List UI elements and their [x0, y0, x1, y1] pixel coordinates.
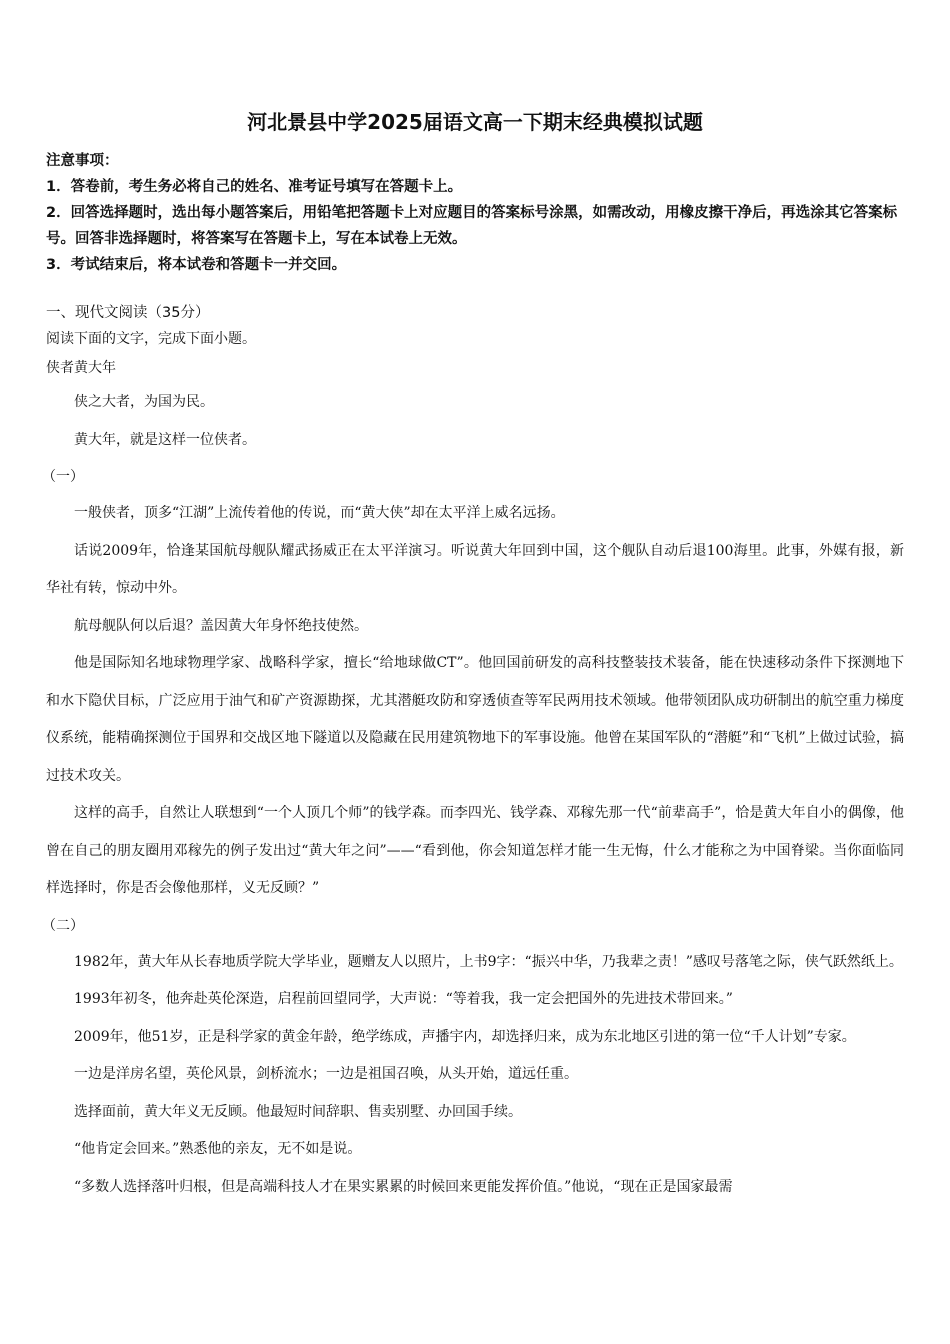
reading-instruction: 阅读下面的文字，完成下面小题。	[46, 331, 256, 347]
note-item-1: 1．答卷前，考生务必将自己的姓名、准考证号填写在答题卡上。	[46, 179, 463, 195]
part-one-paragraph: 航母舰队何以后退？盖因黄大年身怀绝技使然。	[74, 617, 368, 634]
note-item-3: 3．考试结束后，将本试卷和答题卡一并交回。	[46, 257, 347, 273]
part-one-paragraph: 他是国际知名地球物理学家、战略科学家，擅长“给地球做CT”。他回国前研发的高科技整装技术装备，能在快速移动条件下探测地下和水下隐伏目标，广泛应用于油气和矿产资源勘探，尤其潜艇攻防和穿透侦查等军民两用技术领域。他带领团队成功研制出的航空重力梯度仪系统，能精确探测位于国界和交战区地下隧道以及隐藏在民用建筑物地下的军事设施。他曾在某国军队的“潜艇”和“飞机”上做过试验，搞过技术攻关。	[46, 655, 904, 784]
article-title: 侠者黄大年	[46, 360, 116, 376]
part-one-paragraph: 话说2009年，恰逢某国航母舰队耀武扬威正在太平洋演习。听说黄大年回到中国，这个舰队自动后退100海里。此事，外媒有报，新华社有转，惊动中外。	[46, 542, 904, 596]
part-two-paragraph: 选择面前，黄大年义无反顾。他最短时间辞职、售卖别墅、办回国手续。	[74, 1103, 522, 1120]
part-two-paragraph: 1993年初冬，他奔赴英伦深造，启程前回望同学，大声说：“等着我，我一定会把国外的先进技术带回来。”	[74, 991, 733, 1007]
section-heading: 一、现代文阅读（35分）	[46, 305, 210, 321]
part-two-paragraph: “他肯定会回来。”熟悉他的亲友，无不如是说。	[74, 1141, 362, 1157]
intro-paragraph-1: 侠之大者，为国为民。	[74, 394, 214, 410]
document-title: 河北景县中学2025届语文高一下期末经典模拟试题	[247, 110, 703, 134]
note-item-2: 2．回答选择题时，选出每小题答案后，用铅笔把答题卡上对应题目的答案标号涂黑，如需改动，用橡皮擦干净后，再选涂其它答案标号。回答非选择题时，将答案写在答题卡上，写在本试卷上无效。	[46, 205, 898, 247]
exam-page	[42, 108, 904, 1206]
part-two-paragraph: 一边是洋房名望，英伦风景，剑桥流水；一边是祖国召唤，从头开始，道远任重。	[74, 1066, 578, 1082]
notes-heading: 注意事项：	[46, 153, 119, 169]
part-one-label: （一）	[42, 469, 84, 485]
part-two-label: （二）	[42, 917, 84, 934]
notes-block	[46, 148, 904, 278]
part-two-paragraph: “多数人选择落叶归根，但是高端科技人才在果实累累的时候回来更能发挥价值。”他说，“现在正是国家最需	[74, 1178, 733, 1195]
part-two-paragraph: 1982年，黄大年从长春地质学院大学毕业，题赠友人以照片，上书9字：“振兴中华，乃我辈之责！”感叹号落笔之际，侠气跃然纸上。	[74, 953, 903, 970]
part-one-paragraph: 这样的高手，自然让人联想到“一个人顶几个师”的钱学森。而李四光、钱学森、邓稼先那一代“前辈高手”，恰是黄大年自小的偶像，他曾在自己的朋友圈用邓稼先的例子发出过“黄大年之问”——“看到他，你会知道怎样才能一生无悔，什么才能称之为中国脊梁。当你面临同样选择时，你是否会像他那样，义无反顾？”	[46, 805, 904, 896]
part-two-paragraph: 2009年，他51岁，正是科学家的黄金年龄，绝学练成，声播宇内，却选择归来，成为东北地区引进的第一位“千人计划”专家。	[74, 1028, 856, 1045]
intro-paragraph-2: 黄大年，就是这样一位侠者。	[74, 431, 256, 448]
part-one-paragraph: 一般侠者，顶多“江湖”上流传着他的传说，而“黄大侠”却在太平洋上威名远扬。	[74, 505, 565, 521]
